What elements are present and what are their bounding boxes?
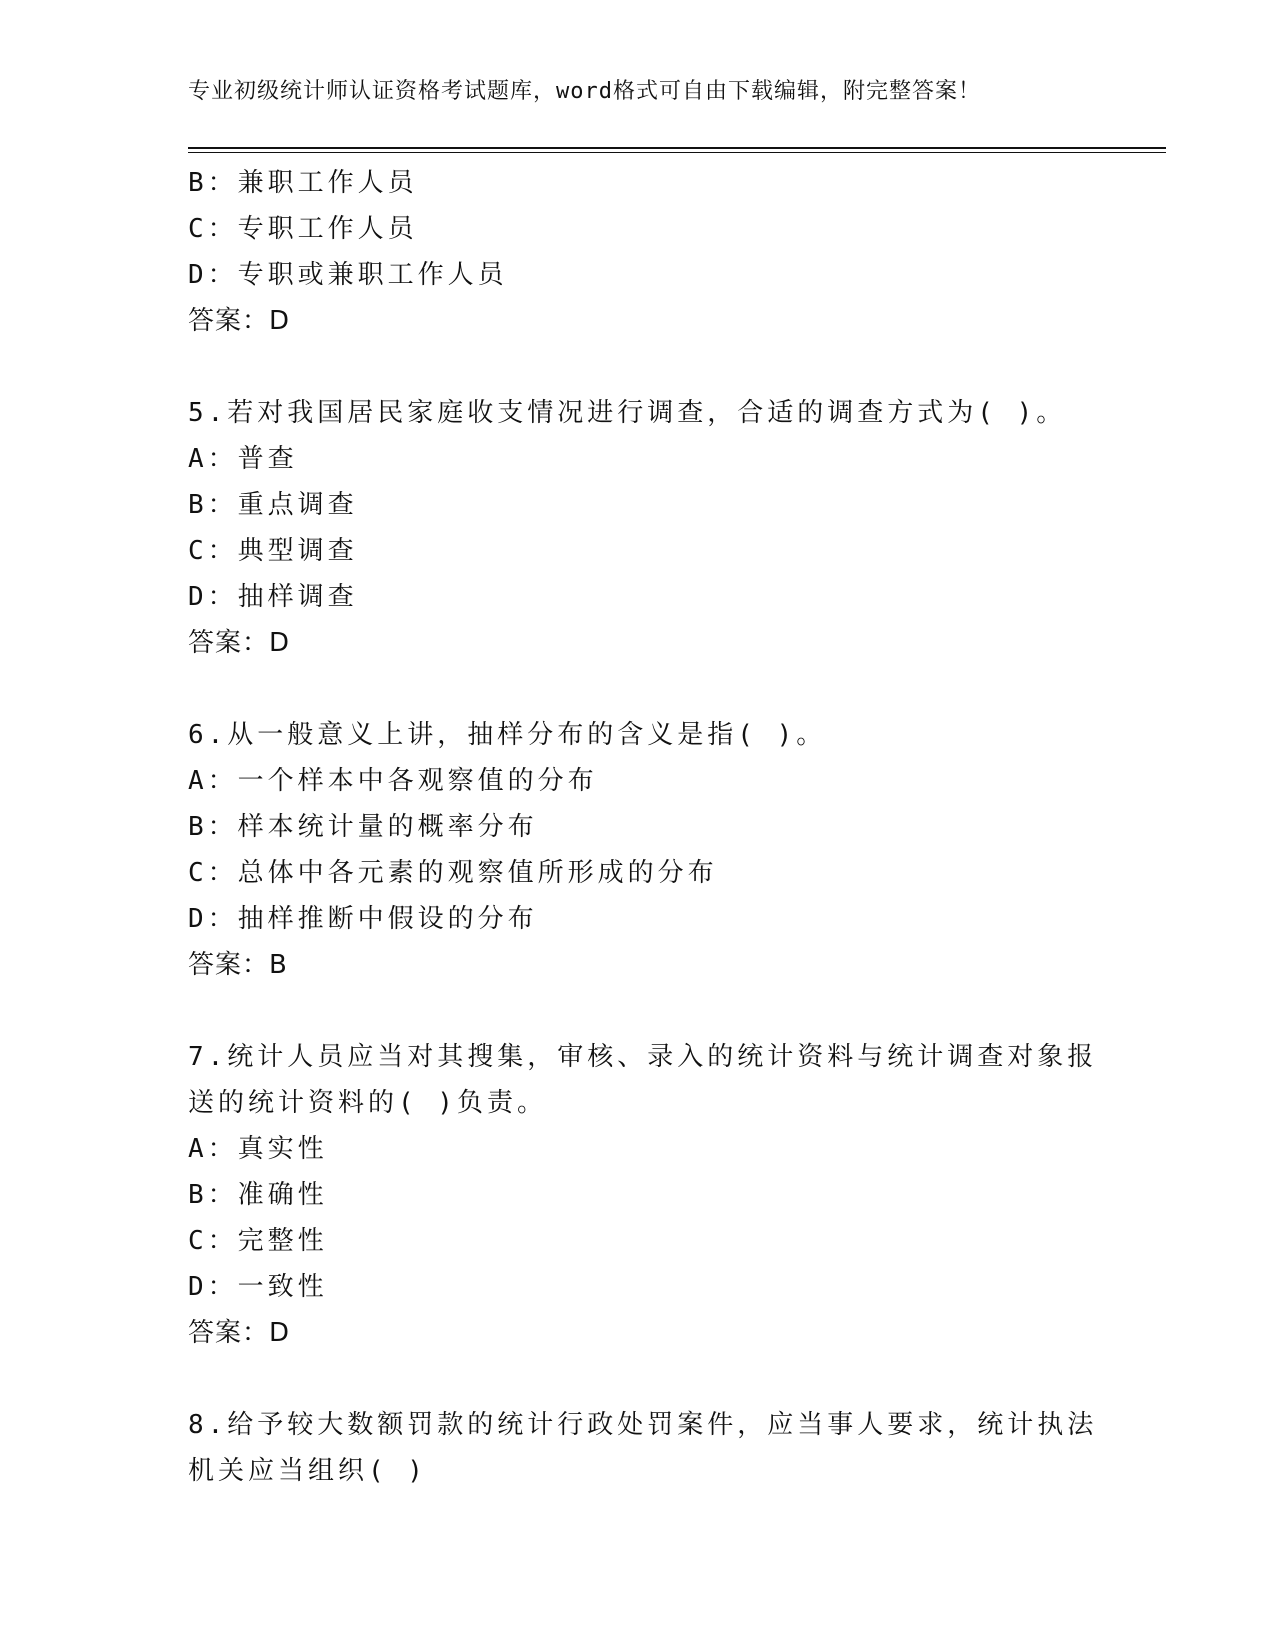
option-d: D：抽样调查 (188, 582, 358, 612)
option-c: C：总体中各元素的观察值所形成的分布 (188, 858, 718, 888)
question-block-8 (188, 1402, 1098, 1494)
option-b: B：兼职工作人员 (188, 168, 418, 198)
option-c: C：专职工作人员 (188, 214, 418, 244)
header-rule (188, 147, 1166, 149)
header-rule-thin (188, 152, 1166, 153)
page-header: 专业初级统计师认证资格考试题库，word格式可自由下载编辑，附完整答案！ (188, 79, 981, 104)
answer-line: 答案：B (188, 950, 288, 980)
option-c: C：完整性 (188, 1226, 328, 1256)
option-a: A：一个样本中各观察值的分布 (188, 766, 598, 796)
question-block-6 (188, 712, 1088, 988)
option-b: B：准确性 (188, 1180, 328, 1210)
option-a: A：真实性 (188, 1134, 328, 1164)
spacer (188, 1356, 1088, 1402)
spacer (188, 988, 1088, 1034)
answer-line: 答案：D (188, 628, 291, 658)
question-stem: 5.若对我国居民家庭收支情况进行调查，合适的调查方式为( )。 (188, 398, 1067, 428)
document-body (188, 160, 1098, 1494)
option-d: D：一致性 (188, 1272, 328, 1302)
question-stem: 6.从一般意义上讲，抽样分布的含义是指( )。 (188, 720, 827, 750)
answer-line: 答案：D (188, 306, 291, 336)
option-b: B：重点调查 (188, 490, 358, 520)
spacer (188, 666, 1088, 712)
option-c: C：典型调查 (188, 536, 358, 566)
question-stem-line-2: 机关应当组织( ) (188, 1456, 427, 1486)
question-block-7 (188, 1034, 1098, 1356)
option-d: D：抽样推断中假设的分布 (188, 904, 538, 934)
question-block-5 (188, 390, 1088, 666)
question-stem-line-1: 8.给予较大数额罚款的统计行政处罚案件，应当事人要求，统计执法 (188, 1410, 1098, 1440)
question-stem-line-1: 7.统计人员应当对其搜集，审核、录入的统计资料与统计调查对象报 (188, 1042, 1098, 1072)
question-block-prev (188, 160, 1088, 344)
question-stem-line-2: 送的统计资料的( )负责。 (188, 1088, 547, 1118)
option-b: B：样本统计量的概率分布 (188, 812, 538, 842)
option-d: D：专职或兼职工作人员 (188, 260, 508, 290)
answer-line: 答案：D (188, 1318, 291, 1348)
spacer (188, 344, 1088, 390)
option-a: A：普查 (188, 444, 298, 474)
